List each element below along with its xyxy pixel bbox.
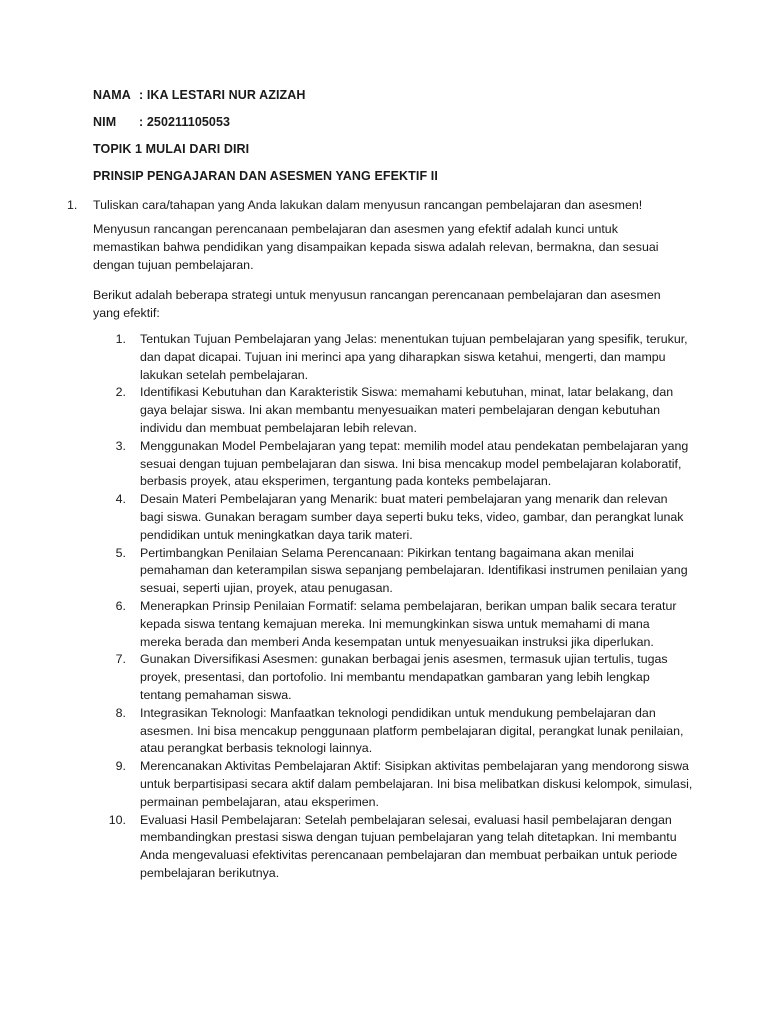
question-number: 1.	[67, 198, 78, 212]
list-item	[93, 545, 693, 598]
list-item-text: Identifikasi Kebutuhan dan Karakteristik Siswa: memahami kebutuhan, minat, latar belakang, dan gaya belajar siswa. Ini akan membantu menyesuaikan materi pembelajaran dengan kebutuhan individu dan membuat pembelajaran lebih relevan.	[140, 385, 674, 435]
list-item-number: 7.	[115, 652, 126, 667]
strategy-intro-paragraph: Berikut adalah beberapa strategi untuk menyusun rancangan perencanaan pembelajaran dan asesmen yang efektif:	[93, 288, 661, 320]
list-item	[93, 384, 693, 437]
question-line	[67, 198, 642, 212]
list-item	[93, 758, 693, 811]
nim-label: NIM	[93, 115, 117, 129]
list-item-number: 4.	[115, 492, 126, 507]
list-item-text: Tentukan Tujuan Pembelajaran yang Jelas: menentukan tujuan pembelajaran yang spesifik, terukur, dan dapat dicapai. Tujuan ini merinci apa yang diharapkan siswa ketahui, mengerti, dan mampu lakukan setelah pembelajaran.	[140, 332, 688, 382]
list-item-text: Desain Materi Pembelajaran yang Menarik: buat materi pembelajaran yang menarik dan relevan bagi siswa. Gunakan beragam sumber daya seperti buku teks, video, gambar, dan perangkat lunak pendidikan untuk meningkatkan daya tarik materi.	[140, 492, 684, 542]
list-item-number: 1.	[115, 332, 126, 346]
list-item-text: Gunakan Diversifikasi Asesmen: gunakan berbagai jenis asesmen, termasuk ujian tertulis, tugas proyek, presentasi, dan portofolio. Ini membantu mendapatkan gambaran yang lebih lengkap tentang pemahaman siswa.	[140, 652, 668, 702]
list-item	[93, 812, 693, 883]
list-item	[93, 438, 693, 491]
list-item-number: 6.	[115, 598, 126, 613]
list-item	[93, 491, 693, 544]
list-item-text: Menerapkan Prinsip Penilaian Formatif: selama pembelajaran, berikan umpan balik secara teratur kepada siswa tentang kemajuan mereka. Ini memungkinkan siswa untuk memahami di mana mereka berada dan memberi Anda kesempatan untuk menyesuaikan instruksi jika diperlukan.	[140, 598, 677, 649]
nim-value: : 250211105053	[139, 115, 231, 129]
list-item-number: 10.	[108, 812, 126, 827]
list-item-text: Integrasikan Teknologi: Manfaatkan teknologi pendidikan untuk mendukung pembelajaran dan asesmen. Ini bisa mencakup penggunaan platform pembelajaran digital, perangkat lunak penilaian, atau perangkat berbasis teknologi lainnya.	[140, 705, 684, 756]
list-item	[93, 705, 693, 758]
list-item-number: 8.	[115, 705, 126, 720]
list-item-text: Pertimbangkan Penilaian Selama Perencanaan: Pikirkan tentang bagaimana akan menilai pemahaman dan keterampilan siswa sepanjang pembelajaran. Identifikasi instrumen penilaian yang sesuai, seperti ujian, proyek, atau penugasan.	[140, 545, 688, 596]
nim-line	[93, 115, 230, 129]
name-line	[93, 88, 306, 102]
question-text: Tuliskan cara/tahapan yang Anda lakukan dalam menyusun rancangan pembelajaran dan asesmen!	[93, 198, 643, 212]
list-item-number: 5.	[115, 545, 126, 560]
list-item	[93, 598, 693, 651]
topic-heading: TOPIK 1 MULAI DARI DIRI	[93, 142, 250, 156]
list-item-text: Merencanakan Aktivitas Pembelajaran Aktif: Sisipkan aktivitas pembelajaran yang mendorong siswa untuk berpartisipasi secara aktif dalam pembelajaran. Ini bisa melibatkan diskusi kelompok, simulasi, permainan pembelajaran, atau eksperimen.	[140, 759, 693, 809]
list-item-number: 2.	[115, 385, 126, 400]
subject-heading: PRINSIP PENGAJARAN DAN ASESMEN YANG EFEKTIF II	[93, 169, 438, 183]
list-item-number: 3.	[115, 438, 126, 453]
list-item	[93, 651, 693, 704]
name-value: : IKA LESTARI NUR AZIZAH	[139, 88, 306, 102]
name-label: NAMA	[93, 88, 131, 102]
intro-paragraph: Menyusun rancangan perencanaan pembelajaran dan asesmen yang efektif adalah kunci untuk memastikan bahwa pendidikan yang disampaikan kepada siswa adalah relevan, bermakna, dan sesuai dengan tujuan pembelajaran.	[93, 222, 659, 272]
list-item	[93, 331, 693, 384]
list-item-text: Menggunakan Model Pembelajaran yang tepat: memilih model atau pendekatan pembelajaran yang sesuai dengan tujuan pembelajaran dan siswa. Ini bisa mencakup model pembelajaran kolaboratif, berbasis proyek, atau eksperimen, tergantung pada konteks pembelajaran.	[140, 438, 689, 489]
list-item-text: Evaluasi Hasil Pembelajaran: Setelah pembelajaran selesai, evaluasi hasil pembelajaran dengan membandingkan prestasi siswa dengan tujuan pembelajaran yang telah ditetapkan. Ini membantu Anda mengevaluasi efektivitas perencanaan pembelajaran dan membuat perbaikan untuk periode pembelajaran berikutnya.	[140, 812, 678, 880]
list-item-number: 9.	[115, 759, 126, 774]
strategy-list	[93, 331, 693, 883]
